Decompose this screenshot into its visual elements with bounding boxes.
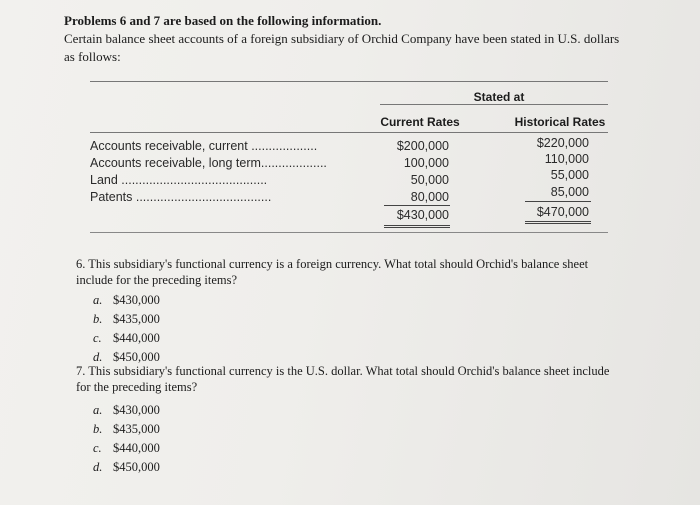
row-label-ar-longterm: Accounts receivable, long term................... xyxy=(90,156,327,170)
group-header: Stated at xyxy=(473,90,525,104)
row-current-land: 50,000 xyxy=(410,173,449,187)
row-historical-land: 55,000 xyxy=(550,168,589,182)
q6-option-a: a. $430,000 xyxy=(93,293,160,307)
col-header-current: Current Rates xyxy=(380,115,460,129)
row-historical-ar-longterm: 110,000 xyxy=(544,152,589,166)
row-label-ar-current: Accounts receivable, current ................... xyxy=(90,139,318,153)
table-top-rule xyxy=(90,81,608,82)
total-historical: $470,000 xyxy=(536,205,589,219)
subtotal-rule-historical xyxy=(525,201,591,202)
header-bottom-rule xyxy=(90,132,608,133)
row-historical-patents: 85,000 xyxy=(550,185,589,199)
row-current-patents: 80,000 xyxy=(410,190,449,204)
q7-option-d: d. $450,000 xyxy=(93,460,160,474)
q7-option-c: c. $440,000 xyxy=(93,441,160,455)
total-double-rule-historical-2 xyxy=(525,223,591,224)
q6-option-c: c. $440,000 xyxy=(93,331,160,345)
total-double-rule-current-2 xyxy=(384,227,450,228)
row-current-ar-current: $200,000 xyxy=(396,139,449,153)
intro-body: Certain balance sheet accounts of a foreign subsidiary of Orchid Company have been stated in U.S. dollars as follows: xyxy=(64,31,620,64)
q6-option-b: b. $435,000 xyxy=(93,312,160,326)
group-header-rule xyxy=(380,104,608,105)
total-double-rule-historical-1 xyxy=(525,221,591,222)
col-header-historical: Historical Rates xyxy=(514,115,606,129)
q6-option-d: d. $450,000 xyxy=(93,350,160,364)
row-label-patents: Patents ....................................... xyxy=(90,190,272,204)
subtotal-rule-current xyxy=(384,205,450,206)
question-7-text: 7. This subsidiary's functional currency is the U.S. dollar. What total should Orchid's balance sheet include for the preceding items? xyxy=(76,364,610,394)
question-6-text: 6. This subsidiary's functional currency is a foreign currency. What total should Orchid's balance sheet include for the preceding items? xyxy=(76,257,589,287)
total-current: $430,000 xyxy=(396,208,449,222)
intro-title: Problems 6 and 7 are based on the following information. xyxy=(64,13,382,28)
table-bottom-rule xyxy=(90,232,608,233)
q7-option-b: b. $435,000 xyxy=(93,422,160,436)
row-historical-ar-current: $220,000 xyxy=(536,136,589,150)
total-double-rule-current-1 xyxy=(384,225,450,226)
row-label-land: Land .......................................... xyxy=(90,173,268,187)
row-current-ar-longterm: 100,000 xyxy=(403,156,449,170)
q7-option-a: a. $430,000 xyxy=(93,403,160,417)
